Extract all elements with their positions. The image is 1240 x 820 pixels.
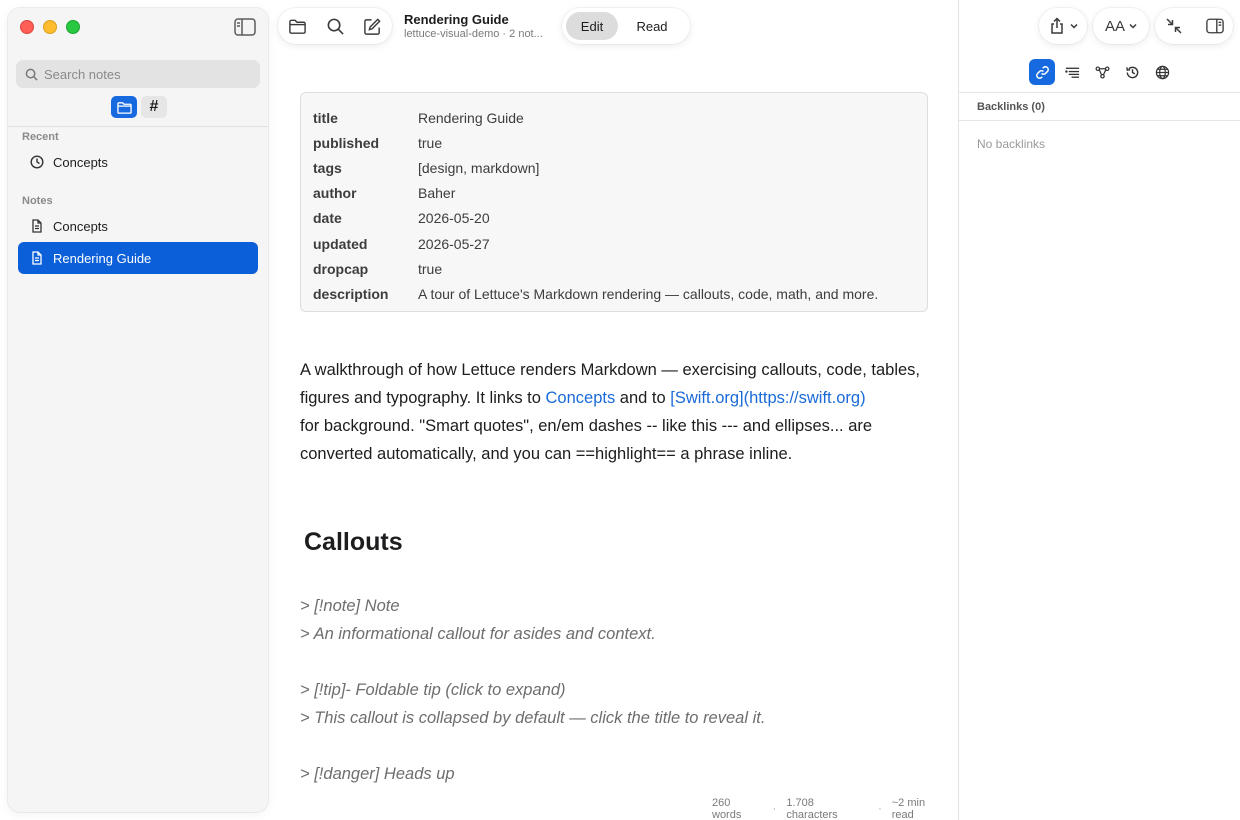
callout-line: > An informational callout for asides and context. [300, 625, 656, 643]
status-bar [700, 797, 950, 820]
note-item-label: Rendering Guide [53, 250, 152, 266]
minimize-window-button[interactable] [43, 20, 57, 34]
paragraph-line: for background. "Smart quotes", en/em dashes -- like this --- and ellipses... are [300, 417, 873, 435]
recent-item-label: Concepts [53, 154, 108, 170]
frontmatter-row: date 2026-05-20 [313, 210, 490, 227]
paragraph-line: converted automatically, and you can ==highlight== a phrase inline. [300, 445, 793, 463]
note-item-rendering-guide[interactable] [18, 242, 258, 274]
search-icon [25, 68, 38, 81]
tab-graph[interactable] [1089, 59, 1115, 85]
share-icon [1048, 17, 1066, 35]
document-icon [30, 251, 44, 265]
frontmatter-row: author Baher [313, 185, 456, 202]
document-title: Rendering Guide [404, 12, 509, 27]
callout-line: > [!tip]- Foldable tip (click to expand) [300, 681, 566, 699]
tags-view-button[interactable]: # [141, 96, 167, 118]
mode-segmented-control [562, 8, 690, 44]
search-field[interactable] [16, 60, 260, 88]
close-window-button[interactable] [20, 20, 34, 34]
collapse-icon[interactable] [1165, 17, 1183, 35]
inspector-toggle-icon[interactable] [1206, 17, 1224, 35]
frontmatter-row: description A tour of Lettuce's Markdown rendering — callouts, code, math, and more. [313, 285, 879, 302]
search-icon[interactable] [326, 17, 345, 36]
recent-section-label: Recent [22, 131, 59, 143]
inspector-divider [959, 92, 1240, 93]
callout-line: > This callout is collapsed by default — click the title to reveal it. [300, 709, 766, 727]
frontmatter-row: published true [313, 134, 443, 151]
share-menu-button[interactable] [1039, 8, 1087, 44]
outline-list-icon [1065, 65, 1080, 80]
edit-mode-button[interactable]: Edit [566, 12, 618, 40]
clock-icon [30, 155, 44, 169]
compose-icon[interactable] [363, 17, 382, 36]
notes-section-label: Notes [22, 195, 53, 207]
sidebar-divider [8, 126, 268, 127]
read-time: ~2 min read [891, 797, 926, 820]
layout-controls [1155, 8, 1233, 44]
frontmatter-row: dropcap true [313, 260, 443, 277]
folder-icon[interactable] [288, 17, 307, 36]
graph-nodes-icon [1095, 65, 1110, 80]
history-icon [1125, 65, 1140, 80]
sidebar-toggle-icon[interactable] [234, 18, 256, 36]
separator: · [772, 803, 777, 815]
intro-paragraph [300, 356, 920, 468]
backlinks-title: Backlinks (0) [977, 101, 1045, 113]
globe-icon [1155, 65, 1170, 80]
chevron-down-icon [1129, 22, 1137, 30]
sidebar-view-switch [111, 96, 167, 118]
document-icon [30, 219, 44, 233]
inspector-panel [958, 0, 1240, 820]
paragraph-line: A walkthrough of how Lettuce renders Markdown — exercising callouts, code, tables, [300, 361, 920, 379]
callouts-heading: Callouts [304, 528, 403, 556]
folders-view-button[interactable] [111, 96, 137, 118]
note-item-label: Concepts [53, 218, 108, 234]
link-icon [1035, 65, 1050, 80]
inspector-divider [959, 120, 1240, 121]
frontmatter-table [300, 92, 928, 312]
concepts-link[interactable]: Concepts [545, 389, 616, 407]
zoom-window-button[interactable] [66, 20, 80, 34]
character-count: 1.708 characters [786, 797, 838, 820]
chevron-down-icon [1070, 22, 1078, 30]
tab-outline[interactable] [1059, 59, 1085, 85]
main-toolbar-actions [278, 8, 392, 44]
inspector-tabs [1029, 59, 1175, 85]
document-subtitle: lettuce-visual-demo · 2 not... [404, 28, 543, 40]
paragraph-line: figures and typography. It links to Concepts and to [Swift.org](https://swift.org) [300, 389, 866, 407]
sidebar [8, 8, 268, 812]
frontmatter-row: updated 2026-05-27 [313, 235, 490, 252]
font-size-label: AA [1104, 17, 1125, 35]
frontmatter-row: title Rendering Guide [313, 109, 524, 126]
separator: · [878, 803, 882, 815]
empty-state-text: No backlinks [977, 137, 1046, 151]
tab-web[interactable] [1149, 59, 1175, 85]
callout-line: > [!note] Note [300, 597, 400, 615]
font-size-menu-button[interactable] [1093, 8, 1149, 44]
recent-item-concepts[interactable] [18, 146, 258, 178]
read-mode-button[interactable]: Read [636, 18, 668, 34]
window-controls [20, 20, 80, 34]
tab-backlinks[interactable] [1029, 59, 1055, 85]
swift-org-link[interactable]: [Swift.org](https://swift.org) [670, 389, 866, 407]
tab-history[interactable] [1119, 59, 1145, 85]
callout-line: > [!danger] Heads up [300, 765, 455, 783]
folder-icon [117, 101, 132, 114]
frontmatter-row: tags [design, markdown] [313, 159, 540, 176]
editor-content[interactable] [268, 56, 958, 796]
word-count: 260 words [712, 797, 742, 820]
note-item-concepts[interactable] [18, 210, 258, 242]
search-input[interactable] [44, 67, 244, 82]
